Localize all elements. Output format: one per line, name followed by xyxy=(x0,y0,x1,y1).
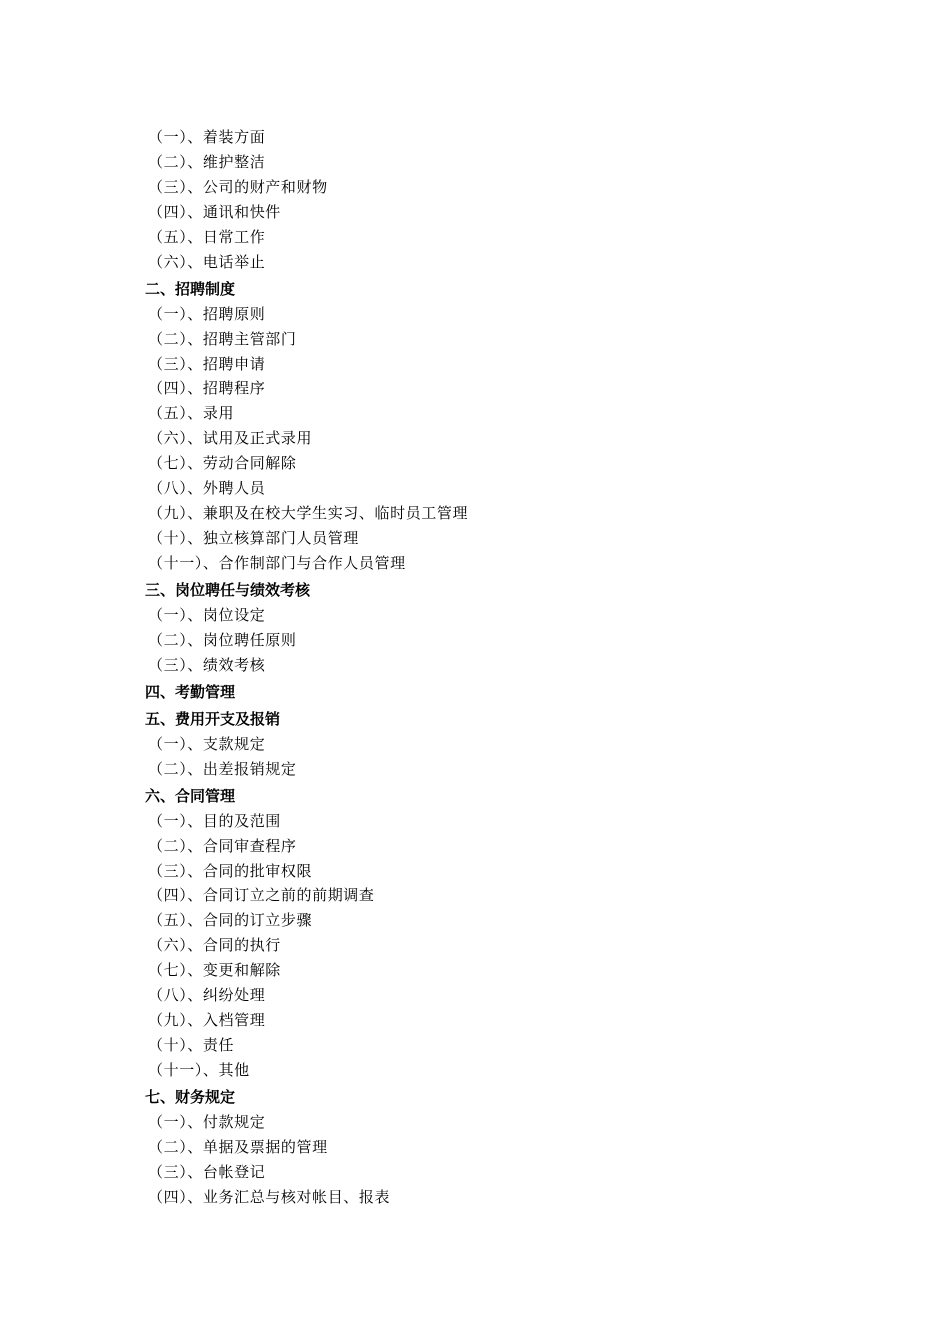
toc-subitem: （三）、绩效考核 xyxy=(148,655,266,674)
toc-subitem: （三）、合同的批审权限 xyxy=(148,861,313,880)
toc-subitem: （十）、责任 xyxy=(148,1036,235,1055)
toc-subitem: （十一）、其他 xyxy=(148,1061,250,1079)
toc-subitem: （七）、劳动合同解除 xyxy=(148,454,297,473)
toc-subitem: （四）、业务汇总与核对帐目、报表 xyxy=(148,1187,391,1206)
toc-subitem: （三）、公司的财产和财物 xyxy=(148,177,328,196)
toc-subitem: （十一）、合作制部门与合作人员管理 xyxy=(148,554,406,572)
table-of-contents xyxy=(145,125,848,1210)
toc-section-heading: 五、费用开支及报销 xyxy=(145,709,281,728)
toc-subitem: （六）、合同的执行 xyxy=(148,936,281,955)
toc-subitem: （一）、支款规定 xyxy=(148,734,266,753)
toc-subitem: （十）、独立核算部门人员管理 xyxy=(148,529,359,548)
toc-section-heading: 六、合同管理 xyxy=(145,786,236,805)
toc-subitem: （四）、招聘程序 xyxy=(148,379,266,398)
toc-subitem: （六）、电话举止 xyxy=(148,252,266,271)
toc-subitem: （二）、合同审查程序 xyxy=(148,836,297,855)
toc-section-heading: 七、财务规定 xyxy=(145,1087,236,1106)
toc-subitem: （三）、招聘申请 xyxy=(148,354,266,373)
toc-subitem: （一）、付款规定 xyxy=(148,1112,266,1131)
toc-subitem: （九）、兼职及在校大学生实习、临时员工管理 xyxy=(148,504,469,523)
toc-subitem: （二）、单据及票据的管理 xyxy=(148,1137,328,1156)
toc-subitem: （四）、通讯和快件 xyxy=(148,202,281,221)
toc-subitem: （七）、变更和解除 xyxy=(148,961,281,980)
toc-section-heading: 二、招聘制度 xyxy=(145,279,236,298)
toc-section-heading: 三、岗位聘任与绩效考核 xyxy=(145,580,311,599)
toc-subitem: （一）、目的及范围 xyxy=(148,811,281,830)
toc-subitem: （二）、岗位聘任原则 xyxy=(148,630,297,649)
toc-subitem: （三）、台帐登记 xyxy=(148,1162,266,1181)
toc-subitem: （六）、试用及正式录用 xyxy=(148,429,313,448)
toc-subitem: （二）、招聘主管部门 xyxy=(148,329,297,348)
toc-subitem: （一）、着装方面 xyxy=(148,128,266,146)
toc-subitem: （二）、出差报销规定 xyxy=(148,759,297,778)
toc-subitem: （八）、纠纷处理 xyxy=(148,986,266,1005)
toc-subitem: （五）、录用 xyxy=(148,404,235,423)
toc-subitem: （八）、外聘人员 xyxy=(148,479,266,498)
toc-subitem: （五）、合同的订立步骤 xyxy=(148,911,313,930)
toc-subitem: （五）、日常工作 xyxy=(148,227,266,246)
toc-subitem: （一）、招聘原则 xyxy=(148,304,266,323)
toc-subitem: （九）、入档管理 xyxy=(148,1011,266,1030)
toc-section-heading: 四、考勤管理 xyxy=(145,682,236,701)
toc-subitem: （一）、岗位设定 xyxy=(148,605,266,624)
toc-subitem: （二）、维护整洁 xyxy=(148,152,266,171)
toc-subitem: （四）、合同订立之前的前期调查 xyxy=(148,886,375,905)
